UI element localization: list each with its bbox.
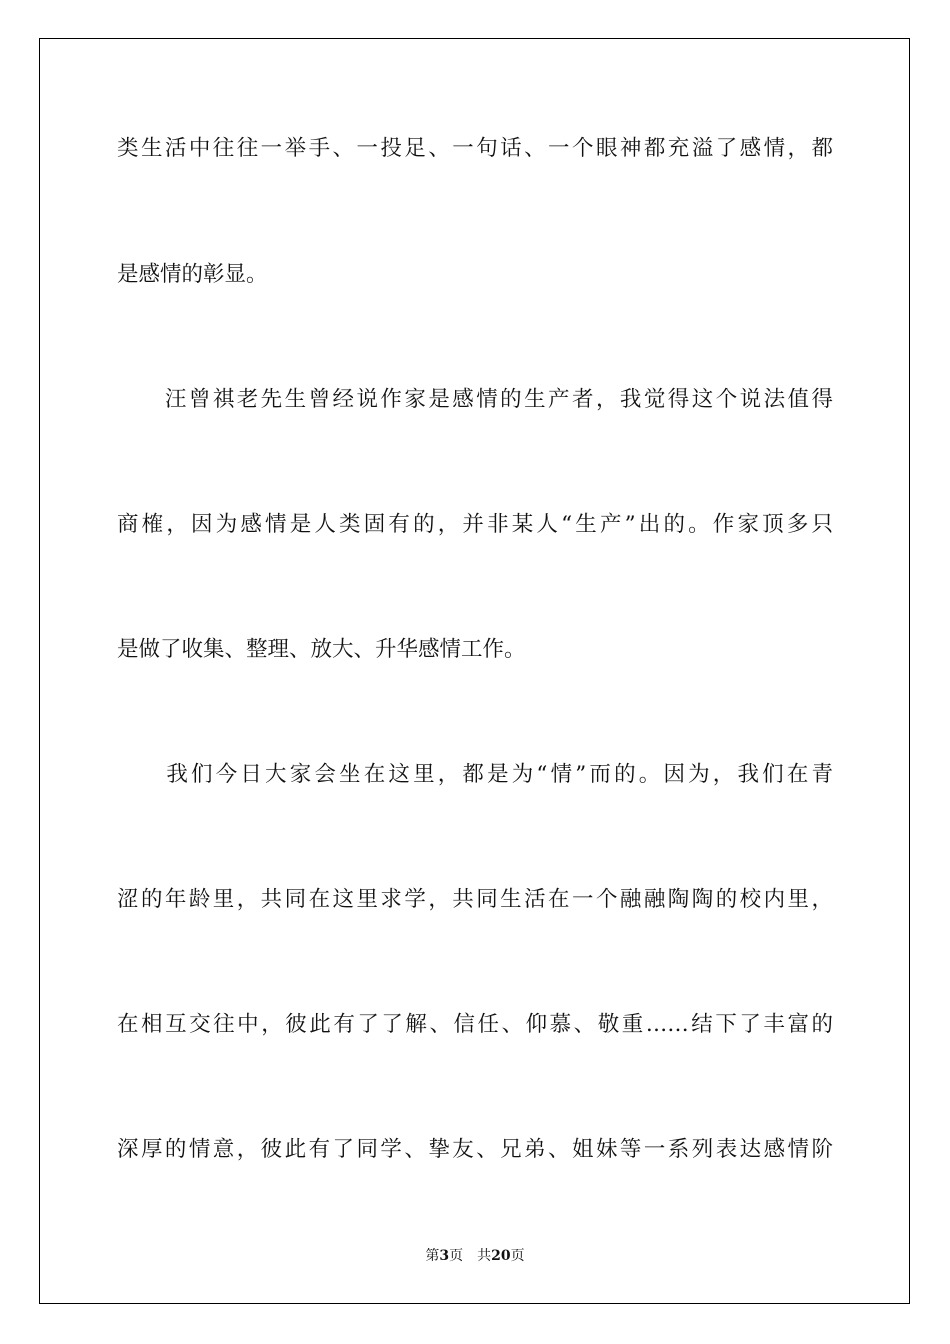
page-border bbox=[39, 38, 910, 1304]
page-suffix: 页 bbox=[449, 1248, 464, 1264]
page-total: 20 bbox=[491, 1248, 511, 1264]
total-suffix: 页 bbox=[510, 1248, 525, 1264]
page-footer bbox=[0, 1246, 950, 1266]
paragraph-line: 是感情的彰显。 bbox=[117, 262, 268, 287]
page-current: 3 bbox=[439, 1248, 450, 1264]
paragraph-line: 类生活中往往一举手、一投足、一句话、一个眼神都充溢了感情，都 bbox=[117, 136, 833, 161]
total-prefix: 共 bbox=[477, 1248, 492, 1264]
paragraph-line: 在相互交往中，彼此有了了解、信任、仰慕、敬重……结下了丰富的 bbox=[117, 1012, 833, 1037]
paragraph-line: 深厚的情意，彼此有了同学、挚友、兄弟、姐妹等一系列表达感情阶 bbox=[117, 1137, 833, 1162]
paragraph-line: 是做了收集、整理、放大、升华感情工作。 bbox=[117, 637, 526, 662]
page-prefix: 第 bbox=[425, 1248, 440, 1264]
paragraph-line: 涩的年龄里，共同在这里求学，共同生活在一个融融陶陶的校内里， bbox=[117, 887, 833, 912]
paragraph-line: 汪曾祺老先生曾经说作家是感情的生产者，我觉得这个说法值得 bbox=[117, 387, 833, 412]
paragraph-line: 我们今日大家会坐在这里，都是为“情”而的。因为，我们在青 bbox=[117, 762, 833, 787]
paragraph-line: 商榷，因为感情是人类固有的，并非某人“生产”出的。作家顶多只 bbox=[117, 512, 833, 537]
